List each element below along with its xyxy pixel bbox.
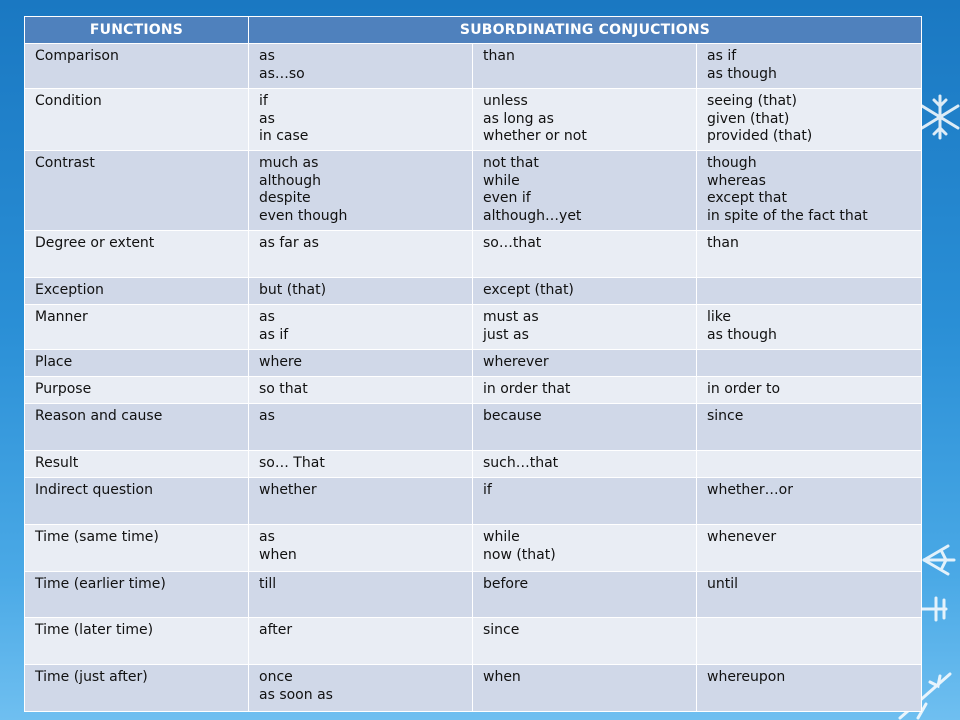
- function-cell: [25, 44, 249, 89]
- cell-line: Time (same time): [35, 529, 159, 545]
- table-row: [25, 89, 922, 151]
- cell-line: Degree or extent: [35, 235, 155, 251]
- conjunction-cell: [473, 525, 697, 572]
- cell-line: much as: [259, 155, 319, 171]
- cell-line: because: [483, 408, 542, 424]
- conjunction-cell: [249, 151, 473, 231]
- cell-line: although: [259, 172, 322, 189]
- conjunction-cell: [473, 89, 697, 151]
- conjunction-cell: [473, 665, 697, 712]
- function-cell: [25, 404, 249, 451]
- cell-line: whereas: [707, 172, 766, 189]
- cell-line: while: [483, 529, 520, 545]
- conjunction-cell: [697, 278, 922, 305]
- cell-line: as though: [707, 326, 777, 343]
- table-row: [25, 151, 922, 231]
- header-row: [25, 17, 922, 44]
- function-cell: [25, 278, 249, 305]
- cell-line: provided (that): [707, 128, 813, 144]
- table-row: [25, 478, 922, 525]
- cell-line: Manner: [35, 309, 88, 325]
- cell-line: since: [483, 622, 520, 638]
- cell-line: whether or not: [483, 128, 587, 144]
- cell-line: though: [707, 155, 757, 171]
- conjunctions-header: SUBORDINATING CONJUCTIONS: [249, 17, 922, 44]
- cell-line: as: [259, 110, 275, 127]
- cell-line: whether: [259, 482, 317, 498]
- table-row: [25, 278, 922, 305]
- function-cell: [25, 377, 249, 404]
- conjunction-cell: [249, 478, 473, 525]
- conjunction-cell: [249, 278, 473, 305]
- cell-line: as if: [259, 326, 289, 343]
- cell-line: in spite of the fact that: [707, 207, 868, 224]
- conjunction-cell: [249, 618, 473, 665]
- conjunction-cell: [697, 572, 922, 618]
- conjunction-cell: [697, 665, 922, 712]
- cell-line: must as: [483, 309, 539, 325]
- cell-line: unless: [483, 93, 528, 109]
- conjunction-cell: [697, 451, 922, 478]
- conjunction-cell: [249, 89, 473, 151]
- conjunction-cell: [249, 665, 473, 712]
- cell-line: in order to: [707, 381, 781, 397]
- cell-line: given (that): [707, 110, 790, 127]
- cell-line: after: [259, 622, 293, 638]
- cell-line: as long as: [483, 110, 554, 127]
- cell-line: as: [259, 408, 275, 424]
- cell-line: Purpose: [35, 381, 92, 397]
- function-cell: [25, 89, 249, 151]
- functions-header: FUNCTIONS: [25, 17, 249, 44]
- cell-line: if: [259, 93, 268, 109]
- cell-line: whereupon: [707, 669, 786, 685]
- cell-line: although…yet: [483, 207, 582, 224]
- conjunction-cell: [249, 377, 473, 404]
- conjunctions-table: [24, 16, 922, 712]
- cell-line: than: [483, 48, 515, 64]
- conjunction-cell: [249, 451, 473, 478]
- function-cell: [25, 525, 249, 572]
- conjunction-cell: [697, 151, 922, 231]
- conjunction-cell: [473, 44, 697, 89]
- cell-line: as far as: [259, 235, 319, 251]
- conjunction-cell: [249, 525, 473, 572]
- cell-line: so…that: [483, 235, 542, 251]
- conjunction-cell: [473, 377, 697, 404]
- cell-line: except that: [707, 190, 787, 206]
- cell-line: as: [259, 48, 275, 64]
- conjunction-cell: [473, 350, 697, 377]
- cell-line: seeing (that): [707, 93, 797, 109]
- cell-line: except (that): [483, 282, 574, 298]
- cell-line: Contrast: [35, 155, 95, 171]
- table-row: [25, 377, 922, 404]
- conjunction-cell: [473, 618, 697, 665]
- cell-line: so that: [259, 381, 308, 397]
- conjunction-cell: [697, 618, 922, 665]
- cell-line: till: [259, 576, 277, 592]
- cell-line: before: [483, 576, 529, 592]
- cell-line: wherever: [483, 354, 549, 370]
- cell-line: when: [259, 546, 297, 563]
- cell-line: so… That: [259, 455, 325, 471]
- cell-line: until: [707, 576, 739, 592]
- table-row: [25, 618, 922, 665]
- snowflake-icon: [918, 594, 950, 624]
- cell-line: in order that: [483, 381, 571, 397]
- table-row: [25, 572, 922, 618]
- cell-line: while: [483, 172, 520, 189]
- table-row: [25, 665, 922, 712]
- cell-line: Comparison: [35, 48, 119, 64]
- conjunction-cell: [697, 350, 922, 377]
- conjunction-cell: [473, 151, 697, 231]
- cell-line: like: [707, 309, 732, 325]
- cell-line: Time (just after): [35, 669, 148, 685]
- conjunction-cell: [249, 305, 473, 350]
- conjunction-cell: [697, 44, 922, 89]
- conjunction-cell: [249, 231, 473, 278]
- cell-line: since: [707, 408, 744, 424]
- function-cell: [25, 231, 249, 278]
- cell-line: Exception: [35, 282, 104, 298]
- cell-line: as: [259, 309, 275, 325]
- function-cell: [25, 478, 249, 525]
- cell-line: Reason and cause: [35, 408, 163, 424]
- table-row: [25, 525, 922, 572]
- cell-line: if: [483, 482, 492, 498]
- cell-line: but (that): [259, 282, 327, 298]
- conjunction-cell: [473, 404, 697, 451]
- cell-line: once: [259, 669, 293, 685]
- conjunction-cell: [249, 350, 473, 377]
- table-row: [25, 305, 922, 350]
- cell-line: when: [483, 669, 521, 685]
- conjunction-cell: [473, 278, 697, 305]
- conjunction-cell: [473, 451, 697, 478]
- function-cell: [25, 451, 249, 478]
- cell-line: where: [259, 354, 302, 370]
- function-cell: [25, 350, 249, 377]
- cell-line: even though: [259, 207, 348, 224]
- conjunction-cell: [473, 572, 697, 618]
- cell-line: as though: [707, 65, 777, 82]
- cell-line: as if: [707, 48, 737, 64]
- cell-line: as: [259, 529, 275, 545]
- function-cell: [25, 618, 249, 665]
- function-cell: [25, 665, 249, 712]
- function-cell: [25, 572, 249, 618]
- cell-line: as…so: [259, 65, 305, 82]
- conjunction-cell: [473, 305, 697, 350]
- table-row: [25, 231, 922, 278]
- cell-line: even if: [483, 190, 531, 206]
- conjunction-cell: [697, 305, 922, 350]
- cell-line: than: [707, 235, 739, 251]
- table-row: [25, 404, 922, 451]
- conjunction-cell: [473, 478, 697, 525]
- cell-line: Condition: [35, 93, 102, 109]
- cell-line: Indirect question: [35, 482, 153, 498]
- conjunction-cell: [697, 525, 922, 572]
- cell-line: now (that): [483, 546, 556, 563]
- cell-line: Place: [35, 354, 73, 370]
- cell-line: in case: [259, 128, 309, 144]
- function-cell: [25, 305, 249, 350]
- cell-line: not that: [483, 155, 539, 171]
- cell-line: whether…or: [707, 482, 793, 498]
- table-row: [25, 44, 922, 89]
- cell-line: whenever: [707, 529, 777, 545]
- conjunction-cell: [249, 572, 473, 618]
- conjunction-cell: [697, 404, 922, 451]
- table-row: [25, 451, 922, 478]
- cell-line: Time (earlier time): [35, 576, 166, 592]
- conjunction-cell: [473, 231, 697, 278]
- cell-line: just as: [483, 326, 529, 343]
- cell-line: such…that: [483, 455, 559, 471]
- cell-line: despite: [259, 190, 311, 206]
- table-row: [25, 350, 922, 377]
- snowflake-icon: [918, 92, 960, 142]
- conjunction-cell: [697, 478, 922, 525]
- conjunction-cell: [697, 89, 922, 151]
- conjunction-cell: [249, 404, 473, 451]
- conjunction-cell: [697, 377, 922, 404]
- cell-line: as soon as: [259, 686, 333, 703]
- conjunction-cell: [697, 231, 922, 278]
- snowflake-icon: [918, 540, 958, 580]
- function-cell: [25, 151, 249, 231]
- cell-line: Result: [35, 455, 79, 471]
- cell-line: Time (later time): [35, 622, 154, 638]
- conjunction-cell: [249, 44, 473, 89]
